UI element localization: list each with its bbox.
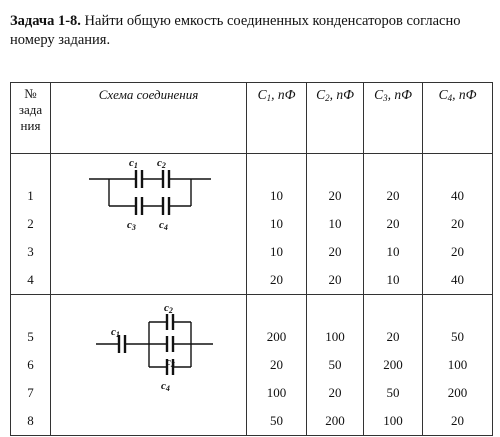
- label-c1: c1: [111, 326, 120, 339]
- header-c4: $C_4$, пФ: [423, 83, 493, 154]
- cell-value: 20: [328, 385, 342, 400]
- task-numbers-group-1: [11, 154, 51, 295]
- cell-value: 20: [451, 216, 464, 231]
- cell-value: 10: [328, 216, 342, 231]
- circuit-diagram-1: [51, 154, 247, 295]
- header-c1: $C_1$, пФ: [247, 83, 307, 154]
- cell-value: 200: [266, 329, 287, 344]
- task-number: 3: [27, 244, 34, 259]
- cell-value: 20: [270, 272, 283, 287]
- cell-value: 20: [270, 357, 283, 372]
- label-c4: c4: [159, 219, 168, 232]
- cell-value: 20: [328, 188, 342, 203]
- capacitor-table: [10, 82, 493, 436]
- header-num-line1: №: [24, 86, 37, 101]
- c3-values-group-1: [364, 154, 423, 295]
- c1-values-group-1: [247, 154, 307, 295]
- header-c2: $C_2$, пФ: [307, 83, 364, 154]
- header-c3: $C_3$, пФ: [364, 83, 423, 154]
- task-text: Найти общую емкость соединенных конденсаторов согласно номеру задания.: [10, 13, 461, 48]
- task-number: 8: [27, 413, 34, 428]
- task-number: 7: [27, 385, 34, 400]
- label-c2: c2: [157, 157, 166, 170]
- cell-value: 200: [447, 385, 468, 400]
- task-numbers-group-2: [11, 295, 51, 436]
- cell-value: 10: [270, 188, 283, 203]
- label-c1: c1: [129, 157, 138, 170]
- cell-value: 100: [266, 385, 287, 400]
- cell-value: 50: [270, 413, 283, 428]
- table-row-group-2: [11, 295, 493, 436]
- circuit-diagram-2: [51, 295, 247, 436]
- cell-value: 40: [451, 188, 464, 203]
- c4-values-group-1: [423, 154, 493, 295]
- cell-value: 20: [451, 413, 464, 428]
- label-c3: c3: [127, 219, 136, 232]
- task-number: 1: [27, 188, 34, 203]
- cell-value: 20: [451, 244, 464, 259]
- cell-value: 20: [386, 188, 400, 203]
- cell-value: 50: [451, 329, 464, 344]
- circuit-1-svg: [51, 154, 247, 294]
- header-schema: Схема соединения: [51, 83, 247, 154]
- cell-value: 100: [325, 329, 345, 344]
- cell-value: 100: [447, 357, 468, 372]
- cell-value: 20: [386, 329, 400, 344]
- header-task-number: [11, 83, 51, 154]
- task-number: 4: [27, 272, 34, 287]
- cell-value: 10: [386, 244, 400, 259]
- circuit-2-svg: [51, 295, 247, 435]
- c1-values-group-2: [247, 295, 307, 436]
- cell-value: 50: [386, 385, 400, 400]
- task-label: Задача 1-8.: [10, 13, 81, 29]
- cell-value: 40: [451, 272, 464, 287]
- c3-values-group-2: [364, 295, 423, 436]
- header-row: [11, 83, 493, 154]
- cell-value: 20: [328, 244, 342, 259]
- label-c2: c2: [164, 302, 173, 315]
- task-number: 2: [27, 216, 34, 231]
- header-num-line3: ния: [20, 118, 41, 133]
- c2-values-group-1: [307, 154, 364, 295]
- c2-values-group-2: [307, 295, 364, 436]
- cell-value: 20: [328, 272, 342, 287]
- task-number: 6: [27, 357, 34, 372]
- cell-value: 10: [270, 216, 283, 231]
- cell-value: 50: [328, 357, 342, 372]
- c4-values-group-2: [423, 295, 493, 436]
- cell-value: 10: [386, 272, 400, 287]
- task-statement: [10, 12, 492, 50]
- cell-value: 100: [383, 413, 403, 428]
- cell-value: 10: [270, 244, 283, 259]
- task-number: 5: [27, 329, 34, 344]
- label-c4: c4: [161, 380, 170, 393]
- cell-value: 200: [325, 413, 345, 428]
- table-row-group-1: [11, 154, 493, 295]
- cell-value: 200: [383, 357, 403, 372]
- label-c3: c3: [166, 356, 175, 369]
- cell-value: 20: [386, 216, 400, 231]
- header-num-line2: зада: [18, 102, 43, 117]
